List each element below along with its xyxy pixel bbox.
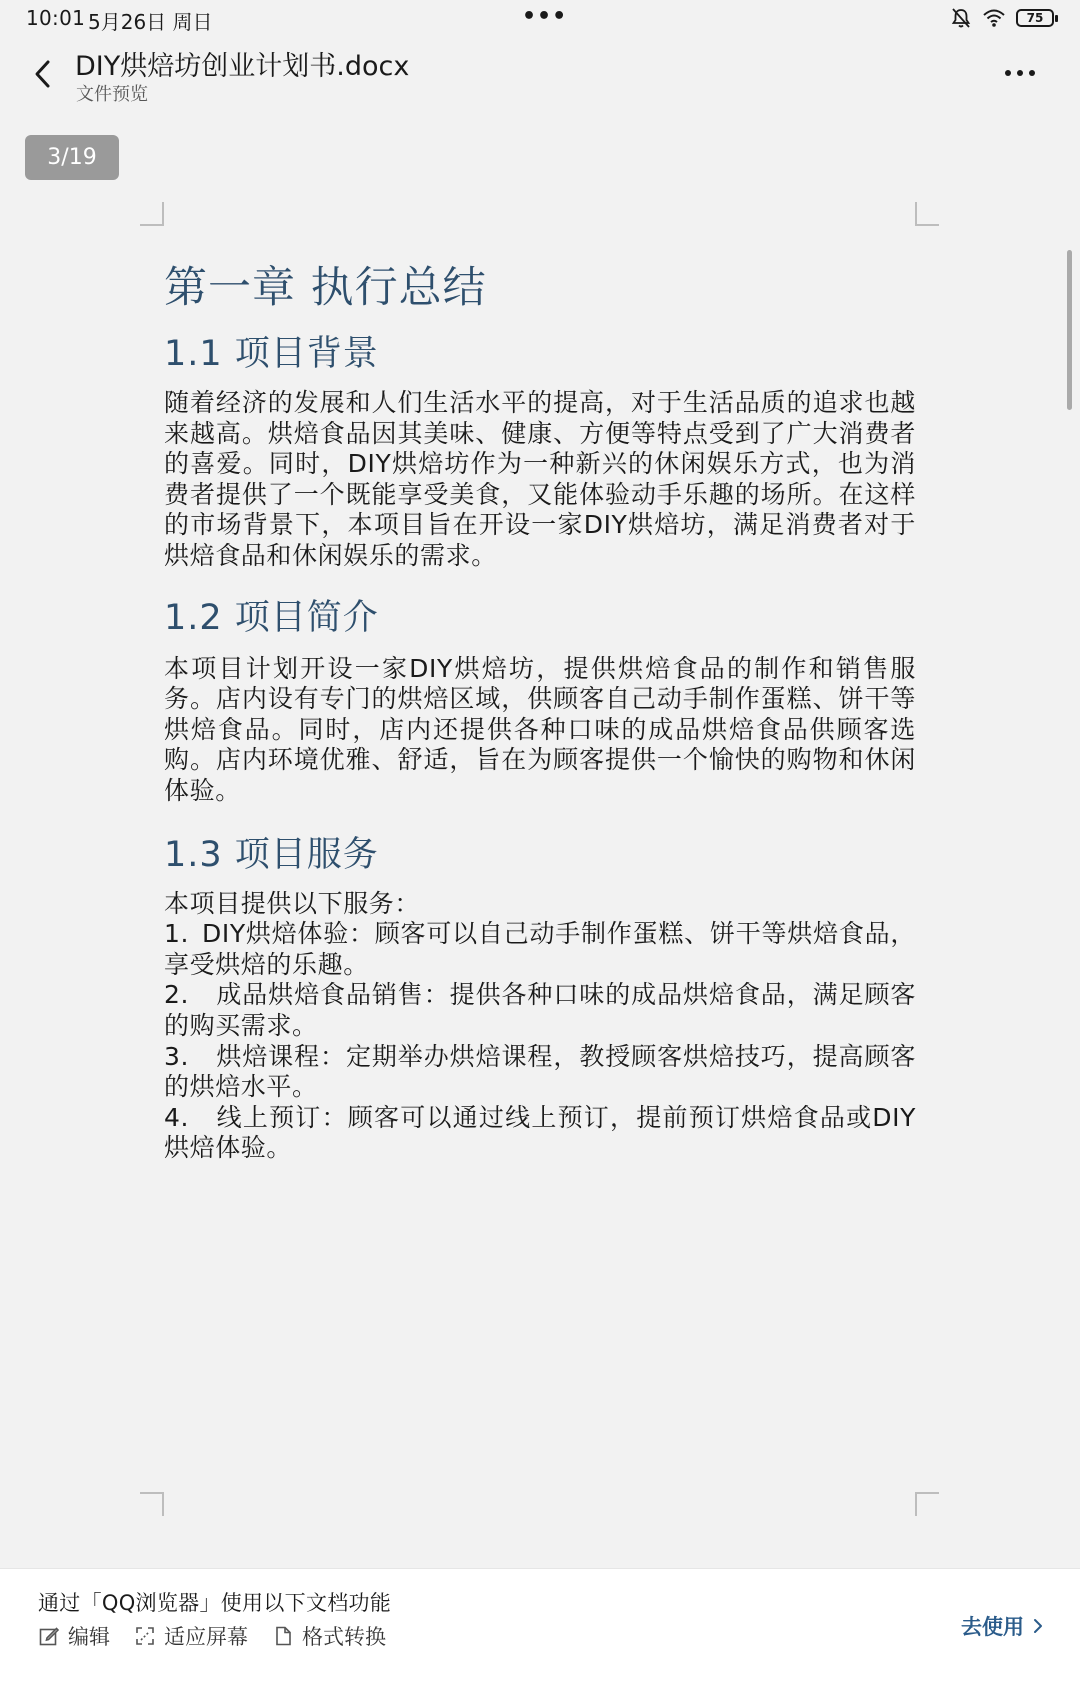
more-icon — [1000, 58, 1040, 88]
page-corner-mark — [140, 1492, 164, 1516]
more-button[interactable] — [1000, 58, 1040, 88]
fit-screen-icon — [134, 1625, 156, 1647]
go-use-button[interactable] — [961, 1611, 1044, 1641]
page-corner-mark — [140, 202, 164, 226]
page-indicator: 3/19 — [25, 135, 119, 180]
services-intro: 本项目提供以下服务： — [164, 888, 421, 918]
page-corner-mark — [915, 202, 939, 226]
list-text: 成品烘焙食品销售：提供各种口味的成品烘焙食品，满足顾客的购买需求。 — [164, 980, 916, 1040]
list-text: 线上预订：顾客可以通过线上预订，提前预订烘焙食品或DIY烘焙体验。 — [164, 1102, 916, 1163]
section-background — [164, 330, 916, 572]
feature-fit-screen[interactable] — [134, 1621, 248, 1651]
mute-bell-icon — [950, 7, 972, 29]
go-use-label: 去使用 — [961, 1615, 1024, 1639]
promo-features — [38, 1621, 386, 1651]
list-text: 烘焙课程：定期举办烘焙课程，教授顾客烘焙技巧，提高顾客的烘焙水平。 — [164, 1041, 916, 1102]
list-item — [164, 980, 916, 1041]
page-corner-mark — [915, 1492, 939, 1516]
list-text: DIY烘焙体验：顾客可以自己动手制作蛋糕、饼干等烘焙食品，享受烘焙的乐趣。 — [164, 919, 916, 979]
file-subtitle: 文件预览 — [76, 84, 148, 105]
promo-title: 通过「QQ浏览器」使用以下文档功能 — [38, 1591, 392, 1615]
feature-label: 格式转换 — [302, 1625, 386, 1649]
chapter-title: 第一章 执行总结 — [164, 263, 487, 313]
section-paragraph: 随着经济的发展和人们生活水平的提高，对于生活品质的追求也越来越高。烘焙食品因其美味、健康、方便等特点受到了广大消费者的喜爱。同时，DIY烘焙坊作为一种新兴的休闲娱乐方式，也为消费者提供了一个既能享受美食，又能体验动手乐趣的场所。在这样的市场背景下，本项目旨在开设一家DIY烘焙坊，满足消费者对于烘焙食品和休闲娱乐的需求。 — [164, 388, 916, 570]
document-icon — [272, 1625, 294, 1647]
section-heading: 1.2 项目简介 — [164, 597, 379, 638]
status-icons — [950, 7, 1054, 29]
section-paragraph: 本项目计划开设一家DIY烘焙坊，提供烘焙食品的制作和销售服务。店内设有专门的烘焙区域，供顾客自己动手制作蛋糕、饼干等烘焙食品。同时，店内还提供各种口味的成品烘焙食品供顾客选购。店内环境优雅、舒适，旨在为顾客提供一个愉快的购物和休闲体验。 — [164, 653, 916, 805]
feature-label: 编辑 — [68, 1625, 110, 1649]
multitask-indicator[interactable]: ••• — [522, 4, 568, 29]
scrollbar-thumb[interactable] — [1067, 250, 1072, 410]
section-services — [164, 831, 916, 1164]
list-item — [164, 919, 916, 980]
list-number: 2. — [164, 980, 190, 1010]
document-page — [0, 110, 1080, 1698]
status-date: 5月26日 周日 — [88, 10, 213, 34]
feature-label: 适应屏幕 — [164, 1625, 248, 1649]
list-item — [164, 1042, 916, 1103]
wifi-icon — [982, 8, 1006, 28]
section-intro — [164, 594, 916, 807]
page-content — [164, 260, 916, 1164]
file-title: DIY烘焙坊创业计划书.docx — [75, 51, 410, 82]
chevron-right-icon — [1032, 1617, 1044, 1635]
chevron-left-icon — [26, 52, 62, 96]
edit-icon — [38, 1625, 60, 1647]
list-number: 3. — [164, 1041, 190, 1071]
status-time: 10:01 — [26, 6, 86, 30]
feature-format-convert[interactable] — [272, 1621, 386, 1651]
section-heading: 1.3 项目服务 — [164, 834, 379, 875]
battery-icon: 75 — [1016, 9, 1054, 27]
status-bar — [0, 0, 1080, 38]
list-item — [164, 1103, 916, 1164]
feature-edit[interactable] — [38, 1621, 110, 1651]
list-number: 4. — [164, 1102, 190, 1132]
section-heading: 1.1 项目背景 — [164, 334, 379, 374]
back-button[interactable] — [26, 52, 62, 96]
list-number: 1. — [164, 919, 190, 949]
document-viewport[interactable] — [0, 110, 1080, 1698]
title-bar — [0, 38, 1080, 110]
promo-bar — [0, 1568, 1080, 1698]
